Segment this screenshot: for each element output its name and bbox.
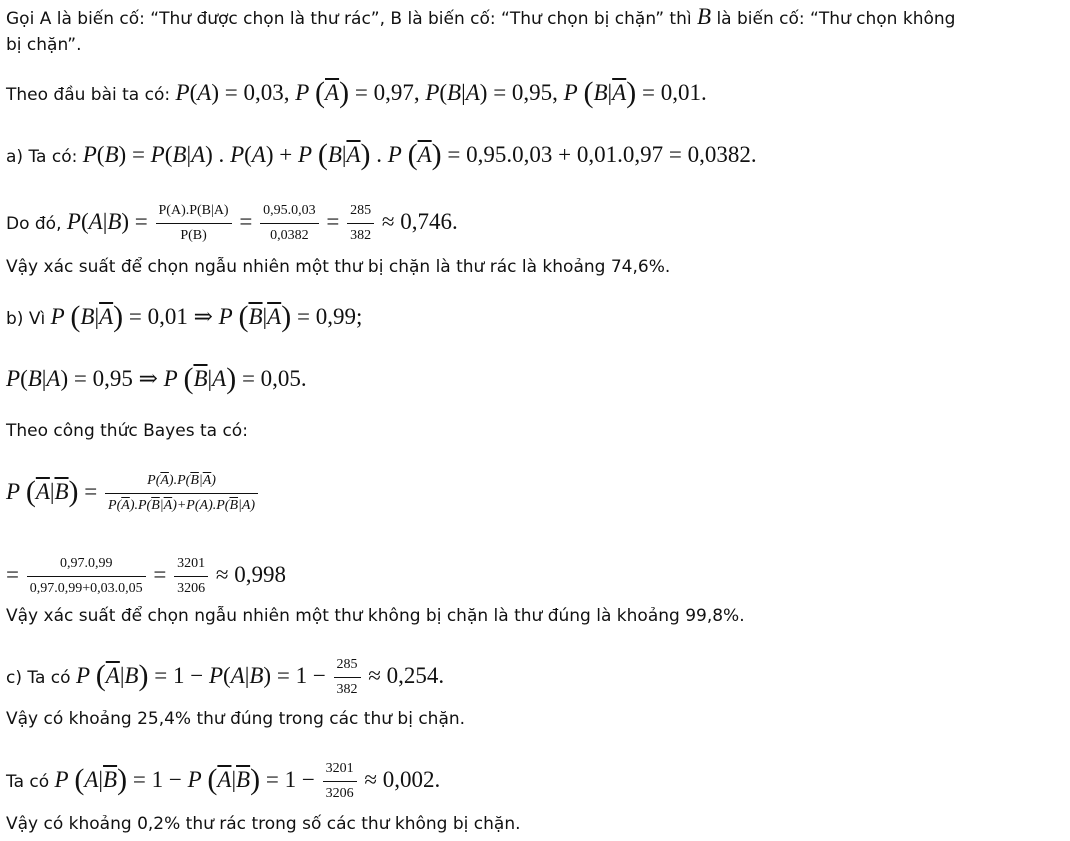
conclusion-c1: Vậy có khoảng 25,4% thư đúng trong các thư bị chặn. [6, 709, 466, 729]
conclusion-b: Vậy xác suất để chọn ngẫu nhiên một thư không bị chặn là thư đúng là khoảng 99,8%. [6, 606, 745, 626]
part-a-line: a) Ta có: P(B) = P(B|A) . P(A) + P $(B|\overline{A})$ . P $(\overline{A}) = 0,95.0,03 + 0,01.0,97 = 0,0382$. [6, 138, 757, 171]
part-c-line-2: Ta có P $(A|\overline{B}) = 1 - P$ $(\overline{A}|\overline{B}) = 1$ − $\frac{3201}{3206}$ ≈ 0,002. [6, 758, 440, 805]
part-b-line-1: b) Vì P $(B|\overline{A}) = 0,01$ ⇒ P $(\overline{B}|\overline{A}) = 0,99$; [6, 300, 363, 333]
bayes-result: = $\frac{0,97.0,99}{0,97.0,99+0,03.0,05}$ = $\frac{3201}{3206}$ ≈ 0,998 [6, 553, 286, 600]
conclusion-a: Vậy xác suất để chọn ngẫu nhiên một thư bị chặn là thư rác là khoảng 74,6%. [6, 257, 671, 277]
given-line: Theo đầu bài ta có: P(A) = 0,03, P $(\overline{A}) = 0,97$, P(B|A) = 0,95, P $(B|\overline{A}) = 0,01$. [6, 76, 707, 109]
conclusion-c2: Vậy có khoảng 0,2% thư rác trong số các thư không bị chặn. [6, 814, 521, 834]
part-b-line-2: P(B|A) = 0,95 ⇒ P $(\overline{B}|A) = 0,05$. [6, 362, 307, 395]
bayes-formula: P $(\overline{A}|\overline{B})$ = $\frac{P(\overline{A}).P(\overline{B}|\overline{A})}{P(\overline{A}).P(\overline{B}|\overline{A})+P(A).P(\overline{B}|A)}$ [6, 470, 260, 517]
intro-line-2: bị chặn”. [6, 35, 82, 55]
bayes-heading: Theo công thức Bayes ta có: [6, 421, 248, 441]
part-a-result: Do đó, P(A|B) = $\frac{P(A).P(B|A)}{P(B)}$ = $\frac{0,95.0,03}{0,0382}$ = $\frac{285}{382}$ ≈ 0,746. [6, 200, 458, 247]
part-c-line-1: c) Ta có P $(\overline{A}|B) = 1 - P(A|B) = 1$ − $\frac{285}{382}$ ≈ 0,254. [6, 654, 444, 701]
intro-line-1: Gọi A là biến cố: “Thư được chọn là thư rác”, B là biến cố: “Thư chọn bị chặn” thì B là biến cố: “Thư chọn không [6, 4, 956, 29]
